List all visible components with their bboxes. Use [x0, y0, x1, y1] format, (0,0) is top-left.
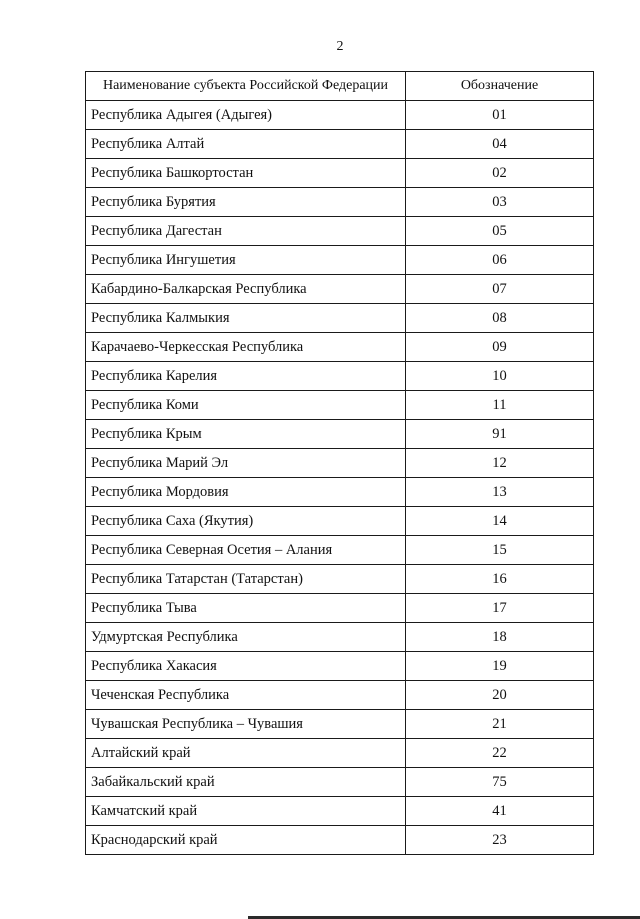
region-code-cell: 03	[406, 188, 594, 217]
region-code-cell: 01	[406, 101, 594, 130]
region-code-cell: 15	[406, 536, 594, 565]
table-row	[86, 420, 594, 449]
region-name-cell: Чувашская Республика – Чувашия	[86, 710, 406, 739]
region-name-cell: Алтайский край	[86, 739, 406, 768]
table-row	[86, 101, 594, 130]
region-name-cell: Забайкальский край	[86, 768, 406, 797]
region-name-cell: Республика Бурятия	[86, 188, 406, 217]
table-row	[86, 565, 594, 594]
region-code-cell: 08	[406, 304, 594, 333]
region-code-cell: 04	[406, 130, 594, 159]
region-code-cell: 09	[406, 333, 594, 362]
page-number: 2	[336, 39, 344, 54]
region-code-cell: 91	[406, 420, 594, 449]
table-row	[86, 275, 594, 304]
region-code-cell: 75	[406, 768, 594, 797]
region-name-cell: Камчатский край	[86, 797, 406, 826]
table-row	[86, 710, 594, 739]
region-name-cell: Республика Мордовия	[86, 478, 406, 507]
region-code-cell: 02	[406, 159, 594, 188]
table-row	[86, 304, 594, 333]
table-row	[86, 333, 594, 362]
region-name-cell: Республика Калмыкия	[86, 304, 406, 333]
region-name-cell: Чеченская Республика	[86, 681, 406, 710]
table-row	[86, 536, 594, 565]
region-code-cell: 18	[406, 623, 594, 652]
region-code-cell: 17	[406, 594, 594, 623]
region-name-cell: Республика Хакасия	[86, 652, 406, 681]
table-body	[86, 101, 594, 855]
region-code-cell: 11	[406, 391, 594, 420]
region-code-cell: 05	[406, 217, 594, 246]
region-name-cell: Республика Тыва	[86, 594, 406, 623]
table-row	[86, 391, 594, 420]
region-code-cell: 07	[406, 275, 594, 304]
region-code-cell: 10	[406, 362, 594, 391]
region-code-cell: 20	[406, 681, 594, 710]
region-name-cell: Республика Башкортостан	[86, 159, 406, 188]
region-name-cell: Республика Коми	[86, 391, 406, 420]
table-row	[86, 217, 594, 246]
region-name-cell: Республика Алтай	[86, 130, 406, 159]
region-code-cell: 14	[406, 507, 594, 536]
region-name-cell: Республика Ингушетия	[86, 246, 406, 275]
region-name-cell: Республика Татарстан (Татарстан)	[86, 565, 406, 594]
region-code-cell: 16	[406, 565, 594, 594]
table-row	[86, 739, 594, 768]
region-code-cell: 41	[406, 797, 594, 826]
table-row	[86, 362, 594, 391]
region-name-cell: Краснодарский край	[86, 826, 406, 855]
table-row	[86, 246, 594, 275]
region-code-cell: 22	[406, 739, 594, 768]
header-region-name: Наименование субъекта Российской Федерации	[86, 72, 406, 101]
region-name-cell: Республика Адыгея (Адыгея)	[86, 101, 406, 130]
table-row	[86, 681, 594, 710]
table-row	[86, 768, 594, 797]
region-code-cell: 13	[406, 478, 594, 507]
region-name-cell: Республика Саха (Якутия)	[86, 507, 406, 536]
region-name-cell: Республика Крым	[86, 420, 406, 449]
table-row	[86, 507, 594, 536]
table-header-row	[86, 72, 594, 101]
region-name-cell: Республика Дагестан	[86, 217, 406, 246]
region-name-cell: Кабардино-Балкарская Республика	[86, 275, 406, 304]
region-code-cell: 06	[406, 246, 594, 275]
region-code-cell: 21	[406, 710, 594, 739]
table-row	[86, 797, 594, 826]
region-code-cell: 19	[406, 652, 594, 681]
region-name-cell: Республика Марий Эл	[86, 449, 406, 478]
region-name-cell: Карачаево-Черкесская Республика	[86, 333, 406, 362]
table-row	[86, 826, 594, 855]
table-row	[86, 623, 594, 652]
region-name-cell: Республика Карелия	[86, 362, 406, 391]
table-row	[86, 159, 594, 188]
header-region-code: Обозначение	[406, 72, 594, 101]
table-row	[86, 652, 594, 681]
regions-table	[85, 71, 594, 855]
region-name-cell: Республика Северная Осетия – Алания	[86, 536, 406, 565]
region-name-cell: Удмуртская Республика	[86, 623, 406, 652]
table-row	[86, 478, 594, 507]
region-code-cell: 12	[406, 449, 594, 478]
table-row	[86, 594, 594, 623]
table-row	[86, 188, 594, 217]
table-row	[86, 130, 594, 159]
region-code-cell: 23	[406, 826, 594, 855]
table-row	[86, 449, 594, 478]
